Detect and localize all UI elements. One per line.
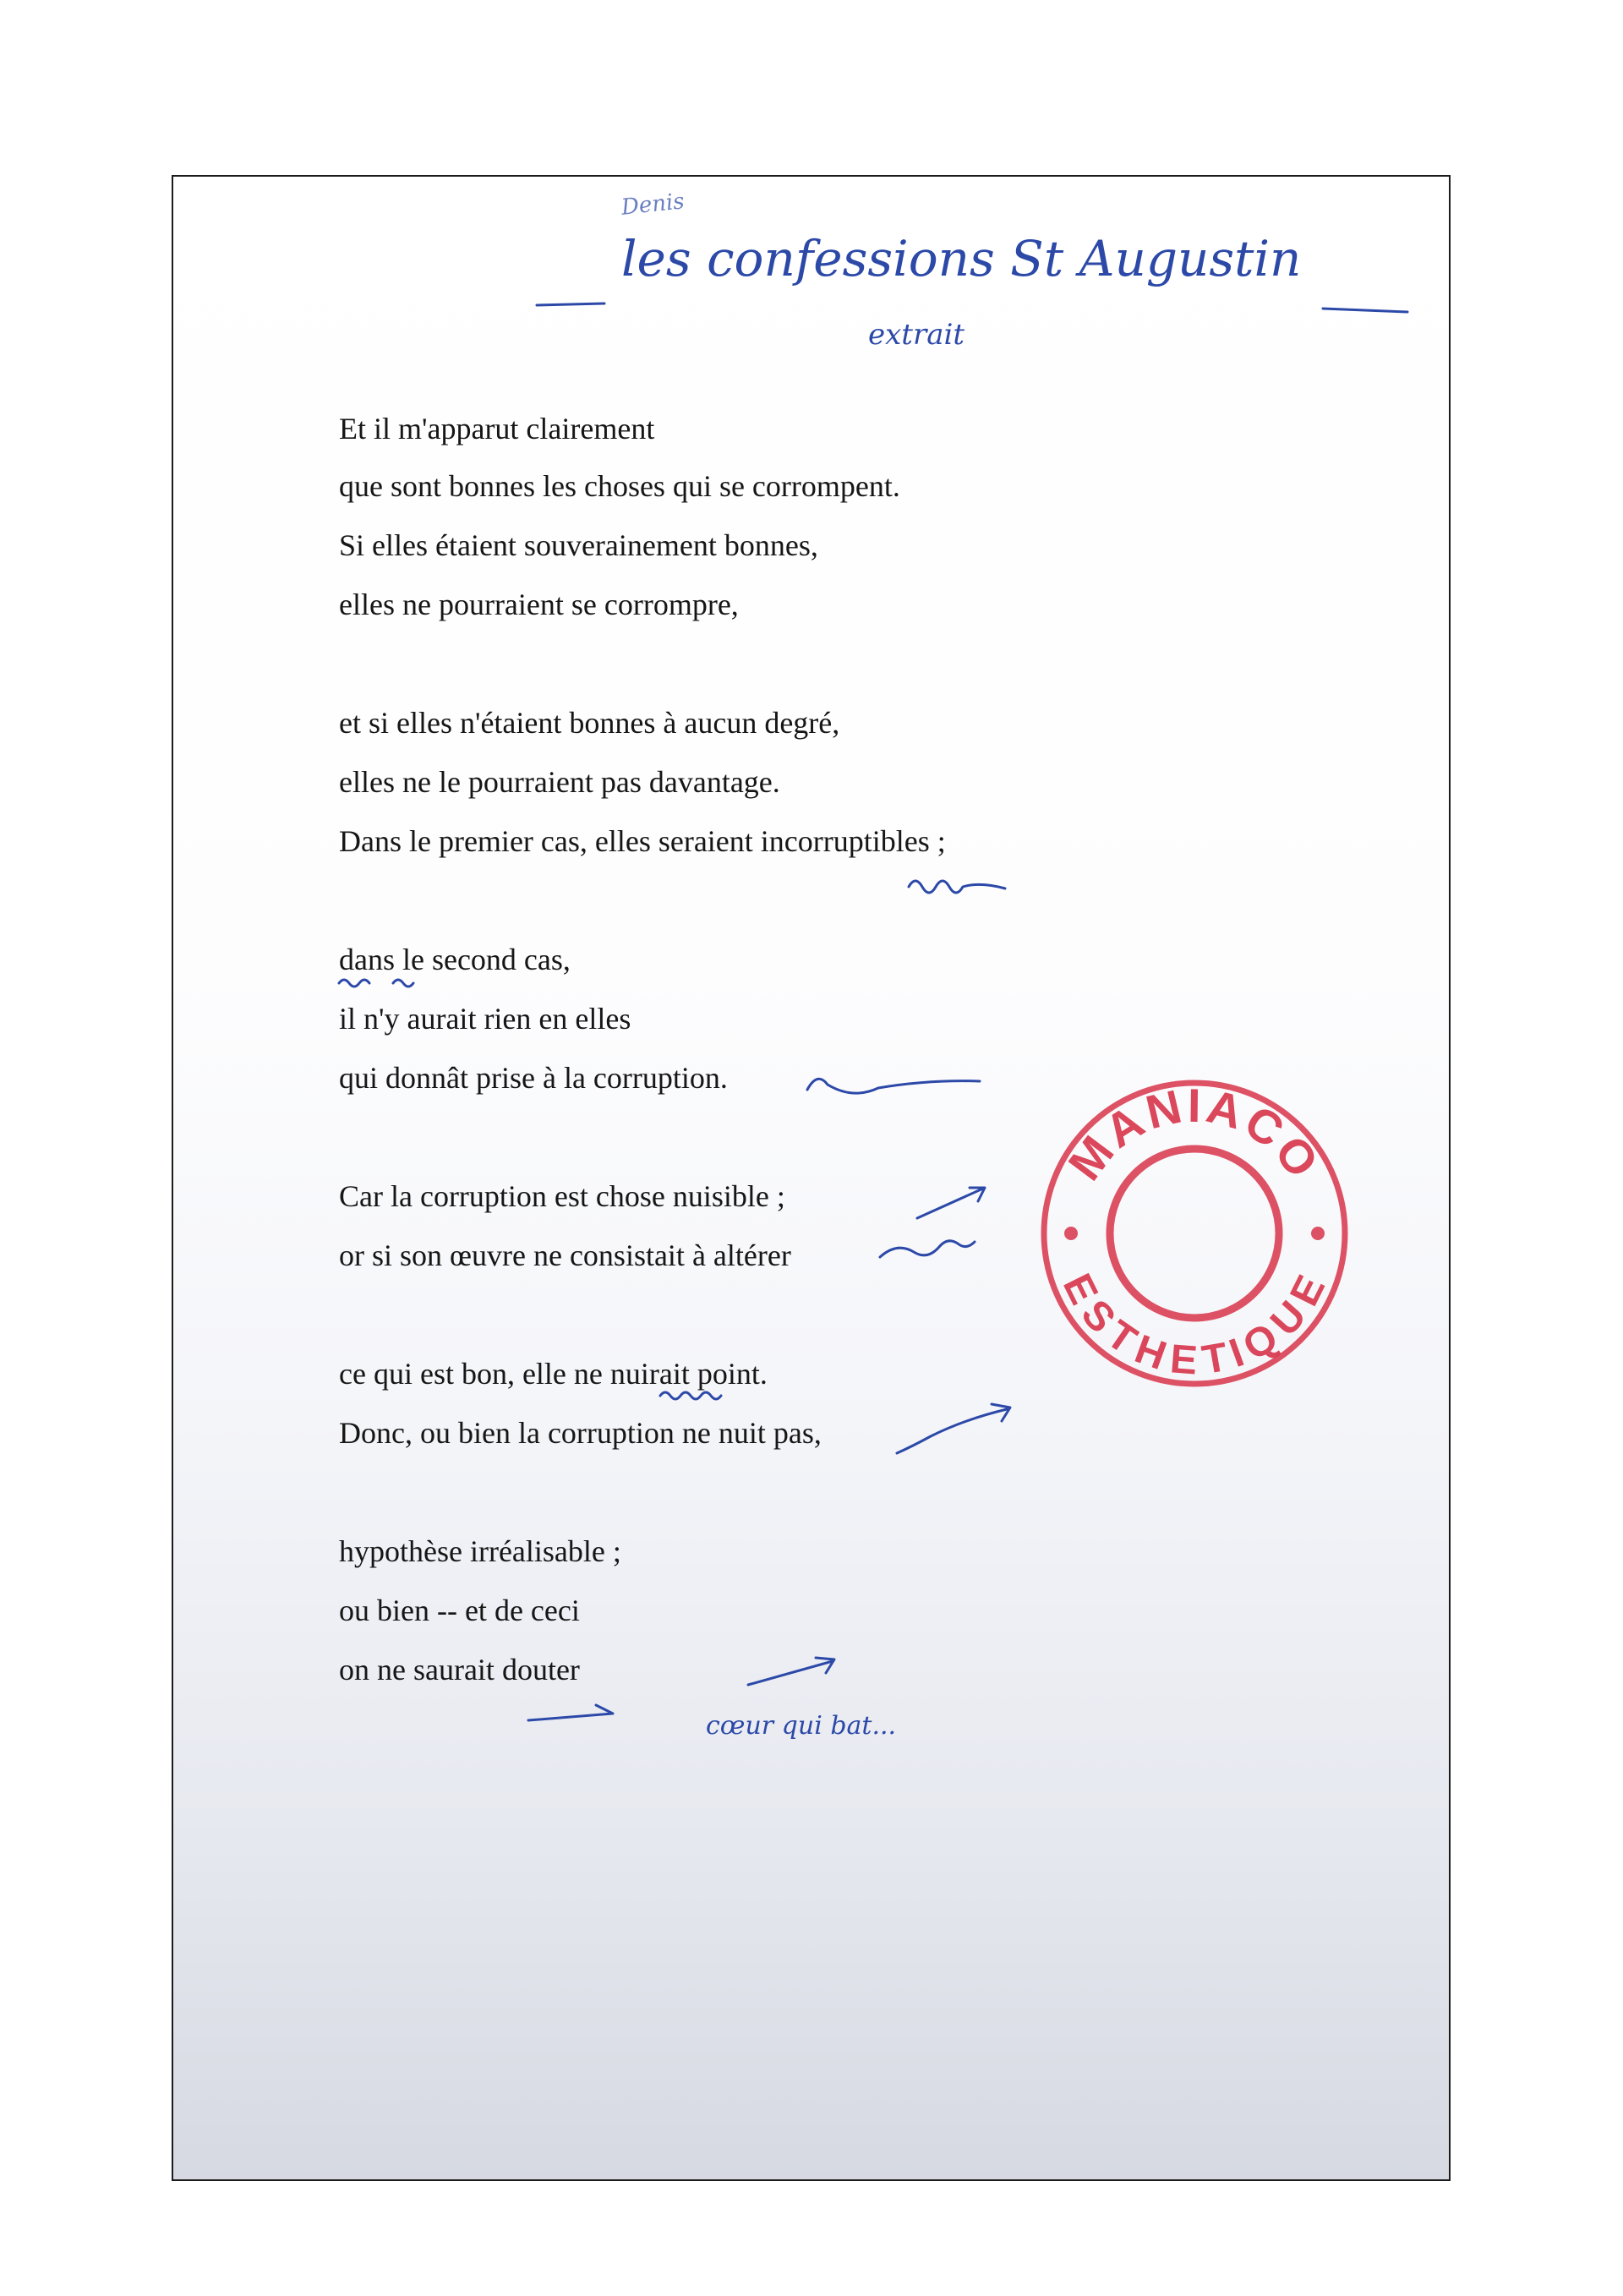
poem-line-9: il n'y aurait rien en elles	[339, 1002, 631, 1036]
poem-line-16: ou bien -- et de ceci	[339, 1594, 580, 1627]
poem-line-14: Donc, ou bien la corruption ne nuit pas,	[339, 1416, 822, 1450]
stamp-top-text: MANIACO	[1057, 1078, 1331, 1190]
poem-line-12: or si son œuvre ne consistait à altérer	[339, 1238, 791, 1272]
poem-line-2: que sont bonnes les choses qui se corrompent.	[339, 469, 900, 503]
poem-line-4: elles ne pourraient se corrompre,	[339, 588, 739, 621]
poem-line-3: Si elles étaient souverainement bonnes,	[339, 528, 818, 562]
title-dash-left	[537, 303, 604, 305]
title-dash-right	[1323, 309, 1407, 312]
squiggle-nuirait	[660, 1392, 721, 1399]
poem-line-13: ce qui est bon, elle ne nuirait point.	[339, 1357, 768, 1391]
poem-line-6: elles ne le pourraient pas davantage.	[339, 765, 780, 799]
scribble-alterer	[880, 1241, 975, 1257]
squiggle-dans	[339, 980, 369, 987]
poem-line-7: Dans le premier cas, elles seraient incorruptibles ;	[339, 824, 946, 858]
handwritten-footer-note: cœur qui bat...	[706, 1711, 897, 1741]
stamp-bottom-text: ESTHETIQUE	[1054, 1266, 1335, 1384]
poem-line-15: hypothèse irréalisable ;	[339, 1534, 621, 1568]
document-page	[172, 175, 1451, 2181]
arrow-douter	[748, 1658, 834, 1685]
handwritten-note-above: Denis	[620, 189, 686, 221]
arrow-donc	[897, 1404, 1010, 1453]
poem-line-10: qui donnât prise à la corruption.	[339, 1061, 728, 1095]
squiggle-incorruptibles	[909, 881, 1005, 893]
squiggle-le	[393, 980, 413, 987]
poem-line-11: Car la corruption est chose nuisible ;	[339, 1179, 785, 1213]
arrow-footer	[528, 1705, 613, 1720]
maniaco-esthetique-stamp	[1034, 1073, 1355, 1394]
arrow-alterer	[917, 1188, 985, 1218]
poem-line-1: Et il m'apparut clairement	[339, 412, 655, 446]
handwritten-title: les confessions St Augustin	[621, 230, 1302, 287]
poem-line-8: dans le second cas,	[339, 943, 571, 976]
handwritten-subtitle: extrait	[868, 318, 965, 352]
poem-line-17: on ne saurait douter	[339, 1653, 580, 1686]
wave-corruption	[807, 1079, 980, 1093]
poem-line-5: et si elles n'étaient bonnes à aucun degré,	[339, 706, 840, 740]
